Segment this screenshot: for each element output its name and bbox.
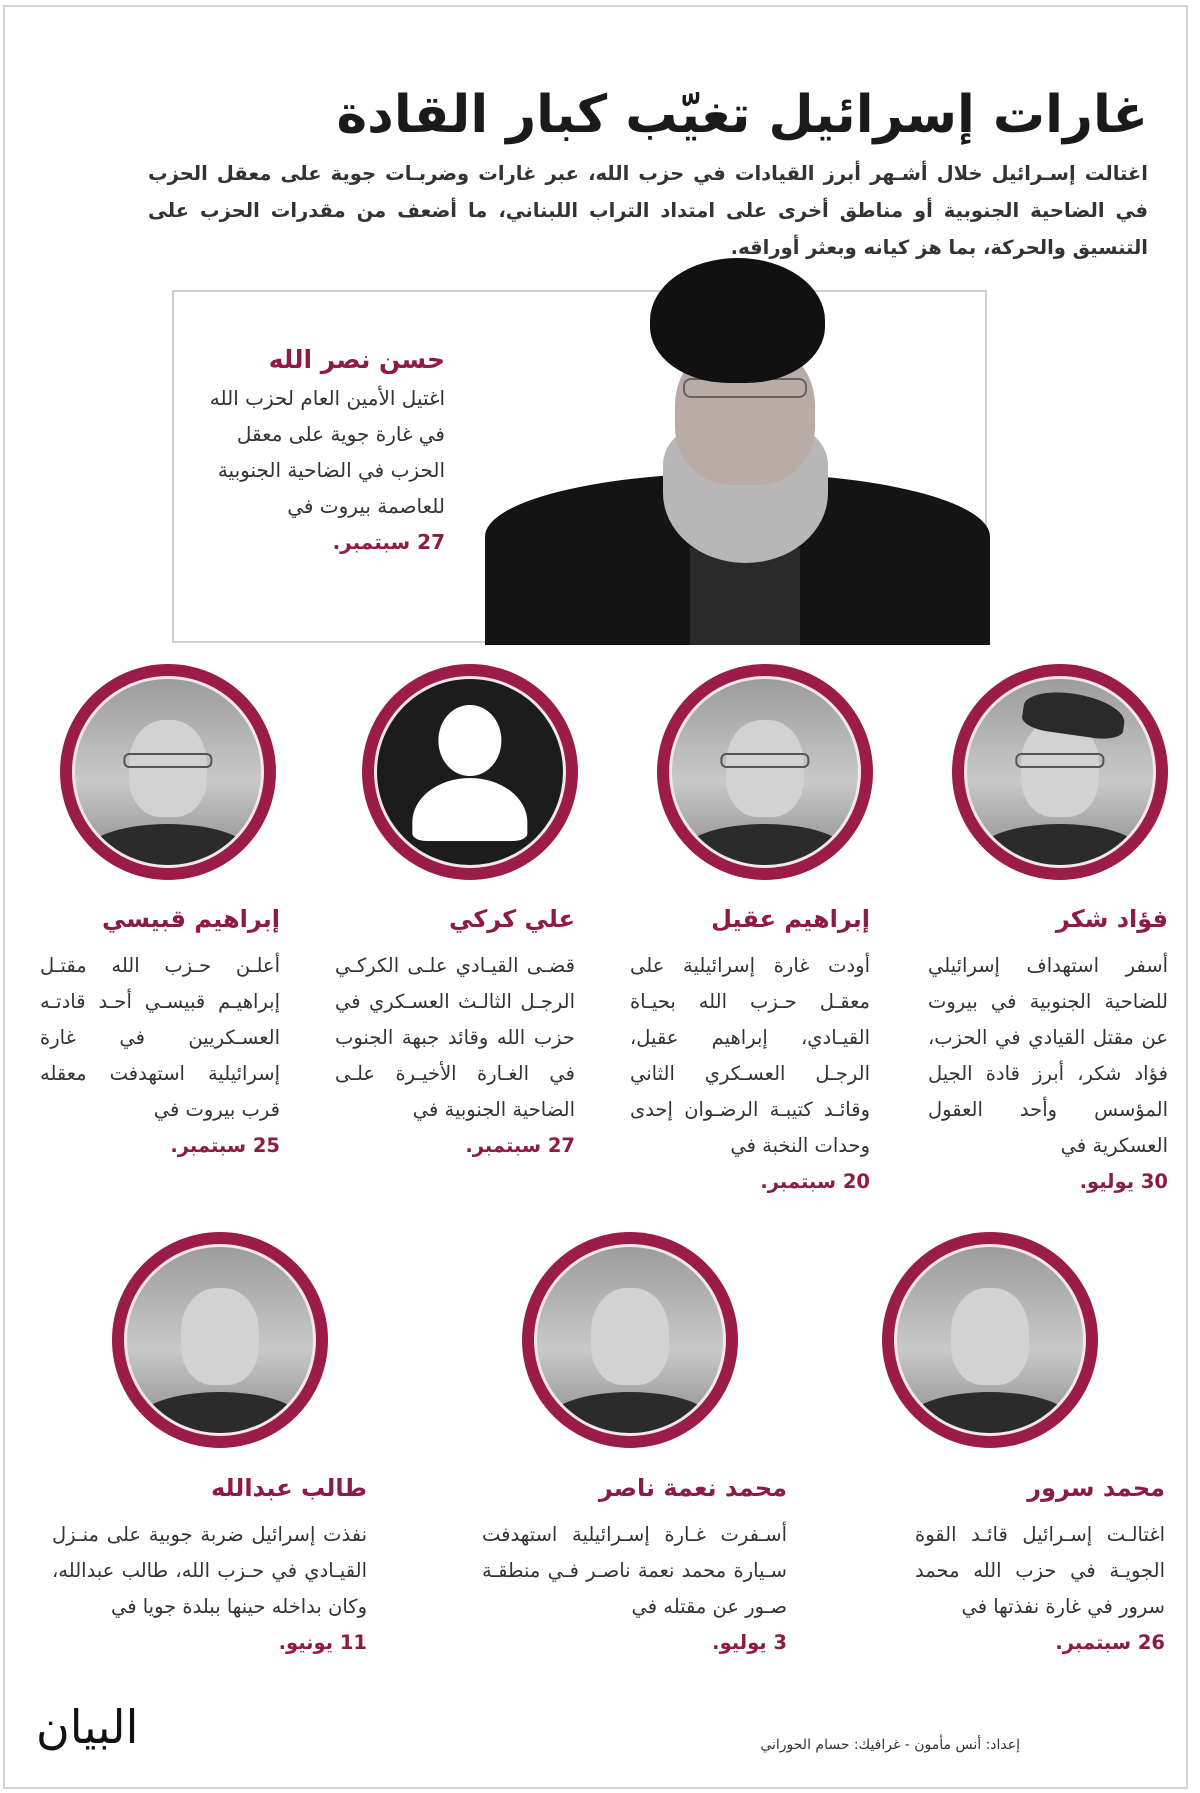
leader-name: فؤاد شكر [1055, 905, 1168, 933]
leader-date: 20 سبتمبر. [760, 1170, 870, 1193]
intro-paragraph: اغتالت إسـرائيل خلال أشـهر أبرز القيادات في حزب الله، عبر غارات وضربـات جوية على معقل الحزب في الضاحية الجنوبية أو مناطق أخرى على امتداد التراب اللبناني، ما أضعف من مقدرات الحزب على التنسيق والحركة، بما هز كيانه وبعثر أوراقه. [148, 162, 1148, 259]
portrait-photo [967, 679, 1153, 865]
leader-body: أسفر استهداف إسرائيلي للضاحية الجنوبية في بيروت عن مقتل القيادي في الحزب، فؤاد شكر، أبرز قادة الجيل المؤسس وأحد العقول العسكرية في 30 يوليو. [928, 954, 1168, 1193]
leader-date: 27 سبتمبر. [465, 1134, 575, 1157]
feature-date: 27 سبتمبر. [332, 530, 445, 554]
portrait-ring [657, 664, 873, 880]
user-silhouette-icon [438, 705, 501, 776]
page-title: غارات إسرائيل تغيّب كبار القادة [336, 84, 1148, 145]
portrait-ring [882, 1232, 1098, 1448]
portrait-photo [75, 679, 261, 865]
leader-name: طالب عبدالله [210, 1474, 367, 1502]
portrait-ring [362, 664, 578, 880]
feature-portrait [485, 258, 990, 645]
publication-logo: البيان [36, 1700, 139, 1754]
feature-text [205, 345, 445, 560]
portrait-ring [952, 664, 1168, 880]
leader-date: 3 يوليو. [712, 1631, 787, 1654]
portrait-photo [897, 1247, 1083, 1433]
portrait-ring [522, 1232, 738, 1448]
portrait-photo [537, 1247, 723, 1433]
leader-name: محمد نعمة ناصر [598, 1474, 787, 1502]
leader-body: أعلـن حـزب الله مقتـل إبراهيـم قبيسـي أحـد قادتـه العسـكريين في غارة إسرائيلية استهدفت معقله قرب بيروت في 25 سبتمبر. [40, 954, 280, 1157]
leader-body: قضـى القيـادي علـى الكركـي الرجـل الثالـث العسـكري في حزب الله وقائد جبهة الجنوب في الغـارة الأخيـرة علـى الضاحية الجنوبية في 27 سبتمبر. [335, 954, 575, 1157]
placeholder-avatar [377, 679, 563, 865]
leader-body: اغتالـت إسـرائيل قائـد القوة الجويـة في حزب الله محمد سرور في غارة نفذتها في 26 سبتمبر. [915, 1523, 1165, 1654]
portrait-photo [127, 1247, 313, 1433]
feature-body: اغتيل الأمين العام لحزب الله في غارة جوية على معقل الحزب في الضاحية الجنوبية للعاصمة بيروت في [209, 386, 445, 518]
portrait-ring [112, 1232, 328, 1448]
leader-date: 26 سبتمبر. [1055, 1631, 1165, 1654]
leader-date: 11 يونيو. [278, 1631, 367, 1654]
leader-name: محمد سرور [1027, 1474, 1165, 1502]
feature-name: حسن نصر الله [268, 345, 445, 374]
leader-body: أسـفرت غـارة إسـرائيلية استهدفت سـيارة محمد نعمة ناصـر فـي منطقـة صـور عن مقتله في 3 يوليو. [482, 1523, 787, 1654]
portrait-ring [60, 664, 276, 880]
leader-name: إبراهيم عقيل [711, 905, 870, 933]
leader-body: نفذت إسرائيل ضربة جوبية على منـزل القيـادي في حـزب الله، طالب عبدالله، وكان بداخله حينها ببلدة جويا في 11 يونيو. [52, 1523, 367, 1654]
portrait-photo [672, 679, 858, 865]
leader-date: 30 يوليو. [1079, 1170, 1168, 1193]
leader-name: علي كركي [449, 905, 575, 933]
credits: إعداد: أنس مأمون - غرافيك: حسام الحوراني [760, 1737, 1020, 1753]
leader-body: أودت غارة إسرائيلية على معقـل حـزب الله بحيـاة القيـادي، إبراهيم عقيل، الرجـل العسـكري الثاني وقائـد كتيبـة الرضـوان إحدى وحدات النخبة في 20 سبتمبر. [630, 954, 870, 1193]
leader-name: إبراهيم قبيسي [101, 905, 280, 933]
leader-date: 25 سبتمبر. [170, 1134, 280, 1157]
